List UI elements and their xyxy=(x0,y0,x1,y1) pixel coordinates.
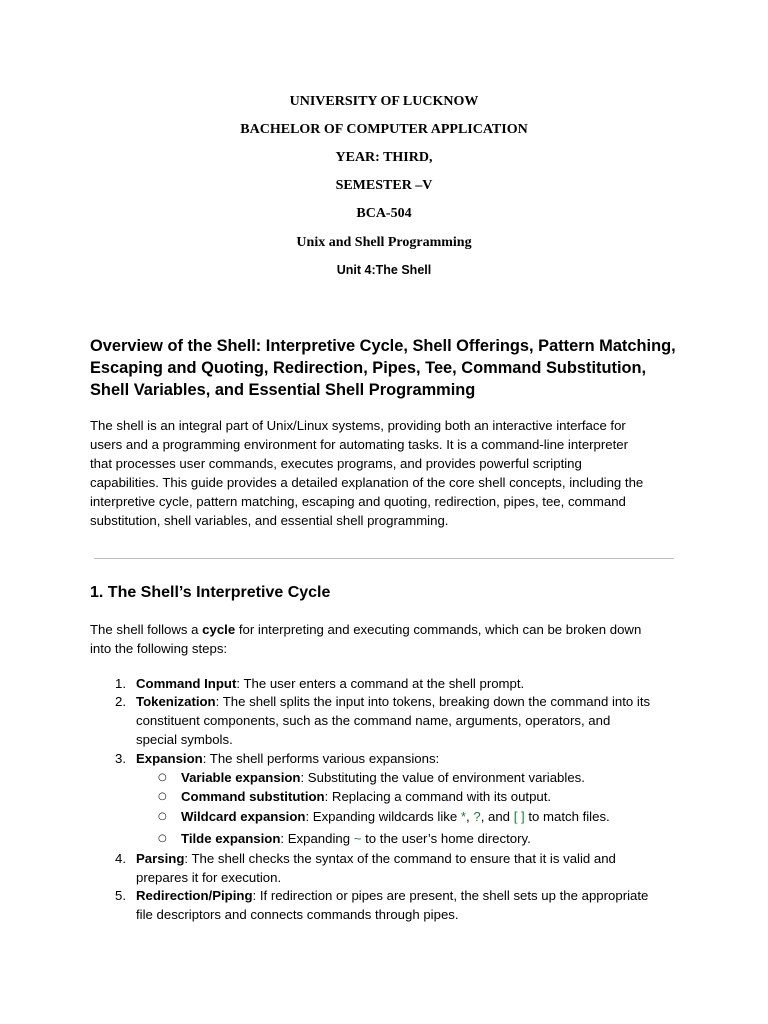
overview-heading xyxy=(90,335,690,401)
paragraph-line: The shell is an integral part of Unix/Linux systems, providing both an interactive interface for xyxy=(90,418,626,433)
step-item xyxy=(136,674,524,693)
course-title: Unix and Shell Programming xyxy=(296,235,472,250)
course-code: BCA-504 xyxy=(356,206,412,221)
bullet-circle-icon: ○ xyxy=(158,833,167,844)
inline-code: ? xyxy=(473,809,481,824)
inline-code: ~ xyxy=(353,831,362,846)
lead-bold-term: cycle xyxy=(202,622,236,637)
bullet-circle-icon: ○ xyxy=(158,791,167,802)
step-number: 3. xyxy=(115,751,126,766)
expansion-line xyxy=(181,807,610,826)
step-term: Parsing xyxy=(136,851,185,866)
unit-title: Unit 4:The Shell xyxy=(336,263,432,277)
step-line: constituent components, such as the command name, arguments, operators, and xyxy=(136,713,611,728)
step-term: Command Input xyxy=(136,676,237,691)
year-label: YEAR: THIRD, xyxy=(335,150,433,165)
step-text: : The shell splits the input into tokens, breaking down the command into its xyxy=(215,694,651,709)
expansion-text: to the user’s home directory. xyxy=(361,831,531,846)
expansion-item xyxy=(181,787,551,806)
paragraph-line: substitution, shell variables, and essential shell programming. xyxy=(90,513,449,528)
expansion-line xyxy=(181,829,531,848)
university-name: UNIVERSITY OF LUCKNOW xyxy=(289,94,479,109)
step-item xyxy=(136,692,650,749)
overview-heading-line: Escaping and Quoting, Redirection, Pipes, Tee, Command Substitution, xyxy=(90,359,647,377)
step-term: Tokenization xyxy=(136,694,216,709)
step-text: : The shell checks the syntax of the command to ensure that it is valid and xyxy=(184,851,616,866)
step-term: Redirection/Piping xyxy=(136,888,253,903)
lead-text: The shell follows a xyxy=(90,622,203,637)
step-text: : If redirection or pipes are present, the shell sets up the appropriate xyxy=(252,888,649,903)
step-number: 5. xyxy=(115,888,126,903)
step-text: : The shell performs various expansions: xyxy=(202,751,440,766)
paragraph-line: capabilities. This guide provides a detailed explanation of the core shell concepts, including the xyxy=(90,475,644,490)
expansion-item xyxy=(181,768,585,787)
inline-code: [ ] xyxy=(513,809,525,824)
step-item xyxy=(136,849,616,887)
expansion-text: : Expanding xyxy=(280,831,354,846)
step-item xyxy=(136,749,439,768)
expansion-text: : Replacing a command with its output. xyxy=(324,789,552,804)
lead-line xyxy=(90,620,690,639)
expansion-term: Tilde expansion xyxy=(181,831,281,846)
step-text: : The user enters a command at the shell prompt. xyxy=(236,676,525,691)
expansion-text: , xyxy=(466,809,474,824)
section-lead xyxy=(90,620,690,658)
expansion-line xyxy=(181,768,585,787)
semester-label: SEMESTER –V xyxy=(335,178,433,193)
step-number: 4. xyxy=(115,851,126,866)
paragraph-line: interpretive cycle, pattern matching, escaping and quoting, redirection, pipes, tee, command xyxy=(90,494,626,509)
bullet-circle-icon: ○ xyxy=(158,772,167,783)
step-number: 2. xyxy=(115,694,126,709)
step-line: prepares it for execution. xyxy=(136,870,282,885)
expansion-term: Command substitution xyxy=(181,789,325,804)
step-line: file descriptors and connects commands through pipes. xyxy=(136,907,459,922)
overview-heading-line: Shell Variables, and Essential Shell Programming xyxy=(90,381,476,399)
expansion-item xyxy=(181,829,531,848)
lead-line: into the following steps: xyxy=(90,641,228,656)
step-line xyxy=(136,849,616,868)
horizontal-divider xyxy=(94,558,674,559)
step-line xyxy=(136,886,648,905)
expansion-text: : Expanding wildcards like xyxy=(305,809,461,824)
program-name: BACHELOR OF COMPUTER APPLICATION xyxy=(240,122,528,137)
step-line xyxy=(136,749,439,768)
expansion-term: Variable expansion xyxy=(181,770,301,785)
section-heading: 1. The Shell’s Interpretive Cycle xyxy=(90,584,331,601)
expansion-text: , and xyxy=(480,809,514,824)
overview-heading-line: Overview of the Shell: Interpretive Cycle, Shell Offerings, Pattern Matching, xyxy=(90,337,676,355)
step-line: special symbols. xyxy=(136,732,233,747)
lead-text: for interpreting and executing commands, which can be broken down xyxy=(235,622,642,637)
paragraph-line: that processes user commands, executes programs, and provides powerful scripting xyxy=(90,456,582,471)
expansion-line xyxy=(181,787,551,806)
step-term: Expansion xyxy=(136,751,203,766)
bullet-circle-icon: ○ xyxy=(158,811,167,822)
expansion-text: to match files. xyxy=(524,809,610,824)
step-line xyxy=(136,692,650,711)
step-line xyxy=(136,674,524,693)
step-number: 1. xyxy=(115,676,126,691)
paragraph-line: users and a programming environment for automating tasks. It is a command-line interpreter xyxy=(90,437,629,452)
intro-paragraph xyxy=(90,416,690,530)
expansion-term: Wildcard expansion xyxy=(181,809,306,824)
inline-code: * xyxy=(460,809,467,824)
step-item xyxy=(136,886,648,924)
expansion-item xyxy=(181,807,610,826)
expansion-text: : Substituting the value of environment variables. xyxy=(300,770,585,785)
